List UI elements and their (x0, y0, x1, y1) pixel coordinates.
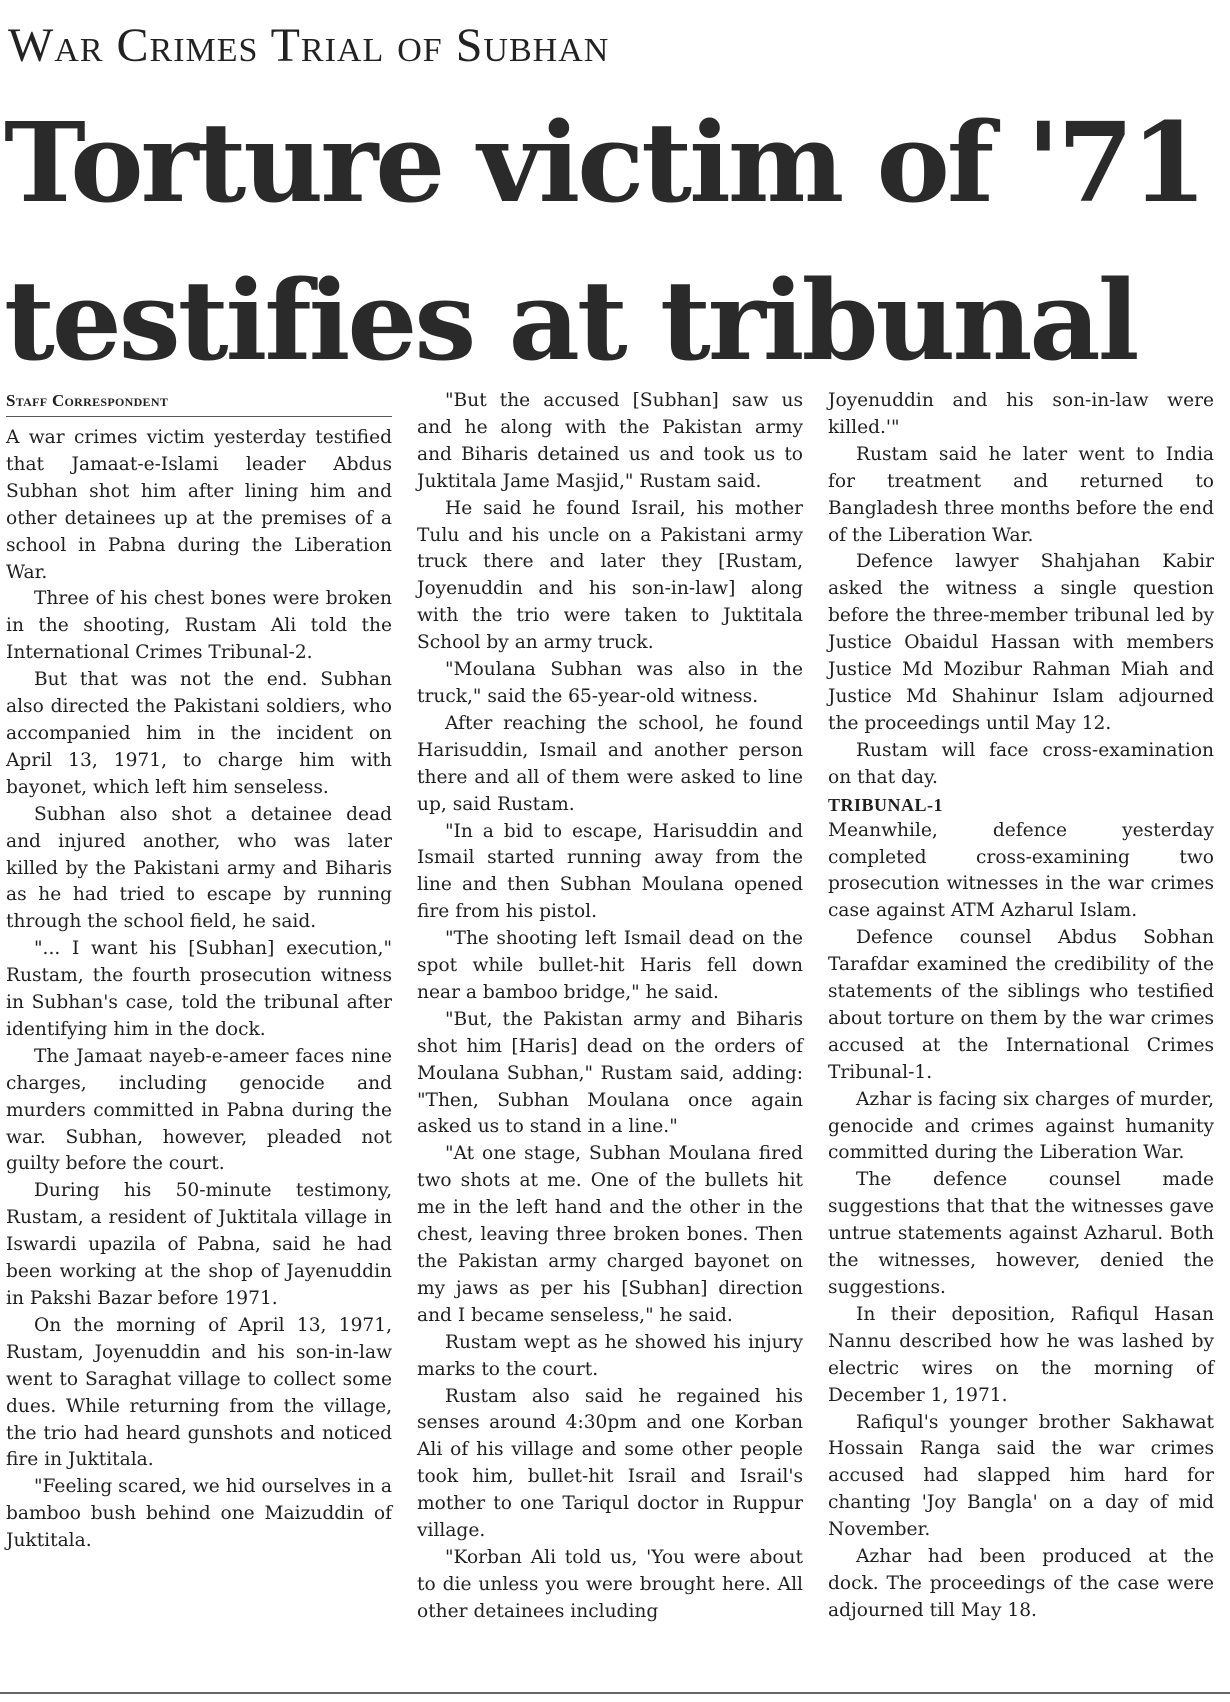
paragraph: "At one stage, Subhan Moulana fired two shots at me. One of the bullets hit me in the left hand and the other in the chest, leaving three broken bones. Then the Pakistan army charged bayonet on my jaws as per his [Subhan] direction and I became senseless," he said. (417, 1143, 803, 1326)
paragraph: During his 50-minute testimony, Rustam, a resident of Juktitala village in Iswardi upazila of Pabna, said he had been working at the shop of Jayenuddin in Pakshi Bazar before 1971. (6, 1180, 392, 1309)
paragraph: Rustam also said he regained his senses around 4:30pm and one Korban Ali of his village and some other people took him, bullet-hit Israil and Israil's mother to one Tariqul doctor in Ruppur village. (417, 1385, 803, 1542)
paragraph: On the morning of April 13, 1971, Rustam, Joyenuddin and his son-in-law went to Saraghat village to collect some dues. While returning from the village, the trio had heard gunshots and noticed fire in Juktitala. (6, 1314, 392, 1471)
paragraph: Meanwhile, defence yesterday completed cross-examining two prosecution witnesses in the war crimes case against ATM Azharul Islam. (828, 819, 1214, 922)
paragraph: "But the accused [Subhan] saw us and he along with the Pakistan army and Biharis detained us and took us to Juktitala Jame Masjid," Rustam said. (417, 390, 803, 492)
paragraph: A war crimes victim yesterday testified that Jamaat-e-Islami leader Abdus Subhan shot him after lining him and other detainees up at the premises of a school in Pabna during the Liberation War. (6, 427, 392, 583)
headline (4, 84, 1226, 400)
paragraph: Rustam said he later went to India for treatment and returned to Bangladesh three months before the end of the Liberation War. (828, 443, 1214, 546)
paragraph: "Feeling scared, we hid ourselves in a bamboo bush behind one Maizuddin of Juktitala. (6, 1476, 392, 1552)
paragraph: But that was not the end. Subhan also directed the Pakistani soldiers, who accompanied him in the incident on April 13, 1971, to charge him with bayonet, which left him senseless. (6, 669, 392, 798)
article-body (6, 388, 1214, 1678)
paragraph: After reaching the school, he found Harisuddin, Ismail and another person there and all of them were asked to line up, said Rustam. (417, 712, 803, 815)
kicker: War Crimes Trial of Subhan (8, 19, 610, 72)
paragraph: Defence counsel Abdus Sobhan Tarafdar examined the credibility of the statements of the siblings who testified about torture on them by the war crimes accused at the International Crimes Tribunal-1. (828, 927, 1214, 1083)
paragraph: Azhar is facing six charges of murder, genocide and crimes against humanity committed during the Liberation War. (828, 1088, 1214, 1164)
paragraph: "In a bid to escape, Harisuddin and Ismail started running away from the line and then Subhan Moulana opened fire from his pistol. (417, 820, 803, 923)
column-3 (828, 388, 1214, 1678)
byline: Staff Correspondent (6, 388, 392, 417)
paragraph: Rustam wept as he showed his injury marks to the court. (417, 1331, 803, 1380)
paragraph: Rafiqul's younger brother Sakhawat Hossain Ranga said the war crimes accused had slapped him hard for chanting 'Joy Bangla' on a day of mid November. (828, 1411, 1214, 1541)
paragraph: "The shooting left Ismail dead on the spot while bullet-hit Haris fell down near a bamboo bridge," he said. (417, 928, 803, 1003)
paragraph: He said he found Israil, his mother Tulu and his uncle on a Pakistani army truck there and later they [Rustam, Joyenuddin and his son-in-law] along with the trio were taken to Juktitala School by an army truck. (417, 497, 803, 654)
paragraph: "Korban Ali told us, 'You were about to die unless you were brought here. All other detainees including (417, 1546, 803, 1622)
paragraph: "Moulana Subhan was also in the truck," said the 65-year-old witness. (417, 659, 803, 707)
section-subhead: TRIBUNAL-1 (828, 794, 944, 815)
paragraph: "... I want his [Subhan] execution," Rustam, the fourth prosecution witness in Subhan's case, told the tribunal after identifying him in the dock. (6, 938, 392, 1040)
paragraph: Rustam will face cross-examination on that day. (828, 739, 1214, 788)
bottom-rule (0, 1692, 1230, 1694)
column-1 (6, 388, 392, 1678)
paragraph: Three of his chest bones were broken in the shooting, Rustam Ali told the International Crimes Tribunal-2. (6, 588, 392, 664)
column-2 (417, 388, 803, 1678)
paragraph: The Jamaat nayeb-e-ameer faces nine charges, including genocide and murders committed in Pabna during the war. Subhan, however, pleaded not guilty before the court. (6, 1045, 392, 1175)
paragraph: Defence lawyer Shahjahan Kabir asked the witness a single question before the three-member tribunal led by Justice Obaidul Hassan with members Justice Md Mozibur Rahman Miah and Justice Md Shahinur Islam adjourned the proceedings until May 12. (828, 551, 1214, 734)
headline-line-2: testifies at tribunal (4, 256, 1137, 385)
paragraph: The defence counsel made suggestions that that the witnesses gave untrue statements against Azharul. Both the witnesses, however, denied the suggestions. (828, 1169, 1214, 1298)
paragraph: Joyenuddin and his son-in-law were killed.'" (828, 390, 1214, 438)
headline-line-1: Torture victim of '71 (4, 98, 1205, 227)
paragraph: Azhar had been produced at the dock. The proceedings of the case were adjourned till May 18. (828, 1546, 1214, 1621)
paragraph: Subhan also shot a detainee dead and injured another, who was later killed by the Pakistani army and Biharis as he had tried to escape by running through the school field, he said. (6, 803, 392, 933)
paragraph: In their deposition, Rafiqul Hasan Nannu described how he was lashed by electric wires on the morning of December 1, 1971. (828, 1303, 1214, 1406)
paragraph: "But, the Pakistan army and Biharis shot him [Haris] dead on the orders of Moulana Subhan," Rustam said, adding: "Then, Subhan Moulana once again asked us to stand in a line." (417, 1008, 803, 1138)
